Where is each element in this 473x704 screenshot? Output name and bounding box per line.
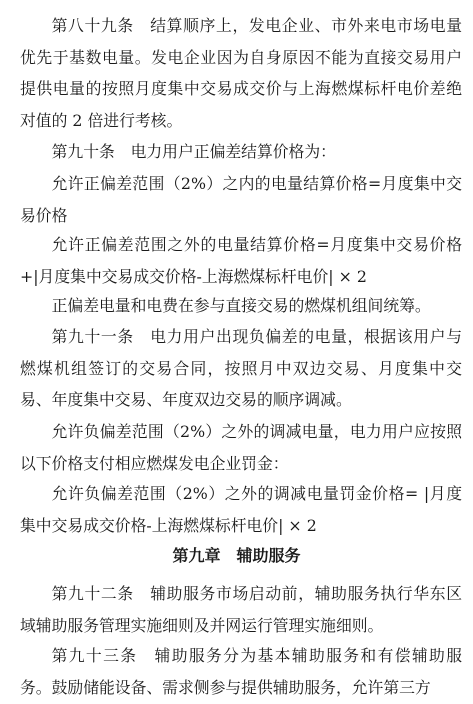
- chapter-heading: 第九章 辅助服务: [172, 546, 301, 565]
- negative-deviation-penalty-formula: 允许负偏差范围（2%）之外的调减电量罚金价格= |月度集中交易成交价格-上海燃煤标杆电价| × 2: [20, 484, 462, 535]
- article-92: 第九十二条 辅助服务市场启动前，辅助服务执行华东区域辅助服务管理实施细则及并网运行管理实施细则。: [20, 584, 462, 635]
- article-91: 第九十一条 电力用户出现负偏差的电量，根据该用户与燃煤机组签订的交易合同，按照月中双边交易、月度集中交易、年度集中交易、年度双边交易的顺序调减。: [20, 327, 462, 410]
- positive-deviation-outside: 允许正偏差范围之外的电量结算价格=月度集中交易价格+|月度集中交易成交价格-上海燃煤标杆电价| × 2: [20, 235, 462, 286]
- positive-deviation-settlement: 正偏差电量和电费在参与直接交易的燃煤机组间统筹。: [51, 296, 431, 315]
- positive-deviation-within: 允许正偏差范围（2%）之内的电量结算价格=月度集中交易价格: [20, 174, 462, 225]
- negative-deviation-penalty-intro: 允许负偏差范围（2%）之外的调减电量，电力用户应按照以下价格支付相应燃煤发电企业罚金：: [20, 422, 462, 473]
- article-90: 第九十条 电力用户正偏差结算价格为：: [51, 142, 336, 161]
- article-89: 第八十九条 结算顺序上，发电企业、市外来电市场电量优先于基数电量。发电企业因为自身原因不能为直接交易用户提供电量的按照月度集中交易成交价与上海燃煤标杆电价差绝对值的 2 倍进行考核。: [20, 16, 462, 130]
- article-93: 第九十三条 辅助服务分为基本辅助服务和有偿辅助服务。鼓励储能设备、需求侧参与提供辅助服务，允许第三方: [20, 646, 462, 697]
